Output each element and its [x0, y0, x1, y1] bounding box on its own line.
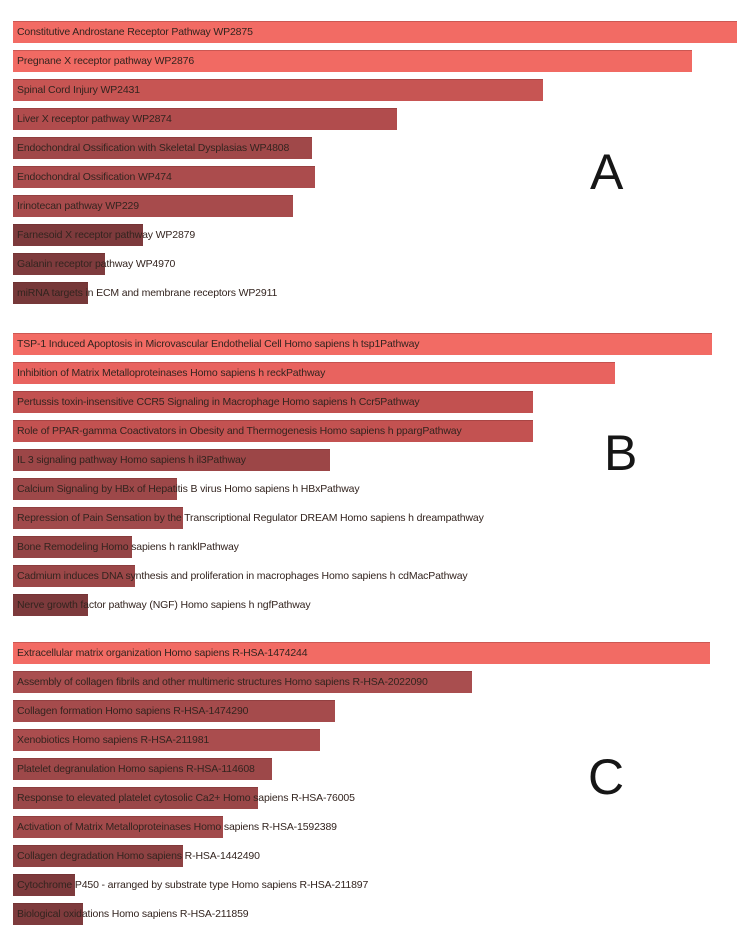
bar-row	[13, 333, 745, 355]
bar-row	[13, 195, 745, 217]
bar-row	[13, 845, 745, 867]
bar-row	[13, 362, 745, 384]
panel-a-bar-chart	[13, 21, 745, 304]
bar-row	[13, 787, 745, 809]
pathway-label: Assembly of collagen fibrils and other multimeric structures Homo sapiens R-HSA-2022090	[17, 676, 428, 688]
pathway-label: Irinotecan pathway WP229	[17, 200, 139, 212]
pathway-label: Repression of Pain Sensation by the Transcriptional Regulator DREAM Homo sapiens h dreampathway	[17, 512, 484, 524]
pathway-label: Xenobiotics Homo sapiens R-HSA-211981	[17, 734, 210, 746]
bar-row	[13, 391, 745, 413]
pathway-label: Endochondral Ossification WP474	[17, 171, 172, 183]
pathway-label: Cadmium induces DNA synthesis and proliferation in macrophages Homo sapiens h cdMacPathway	[17, 570, 468, 582]
panel-a-letter: A	[590, 144, 624, 200]
bar-row	[13, 565, 745, 587]
bar-row	[13, 507, 745, 529]
panel-b-letter: B	[604, 425, 638, 481]
pathway-label: Calcium Signaling by HBx of Hepatitis B virus Homo sapiens h HBxPathway	[17, 483, 360, 495]
pathway-label: Response to elevated platelet cytosolic Ca2+ Homo sapiens R-HSA-76005	[17, 792, 355, 804]
pathway-label: IL 3 signaling pathway Homo sapiens h il3Pathway	[17, 454, 246, 466]
bar-row	[13, 536, 745, 558]
pathway-label: Constitutive Androstane Receptor Pathway WP2875	[17, 26, 253, 38]
pathway-label: Activation of Matrix Metalloproteinases Homo sapiens R-HSA-1592389	[17, 821, 337, 833]
bar-row	[13, 874, 745, 896]
bar-row	[13, 166, 745, 188]
bar-row	[13, 729, 745, 751]
pathway-label: Inhibition of Matrix Metalloproteinases Homo sapiens h reckPathway	[17, 367, 326, 379]
pathway-label: Pertussis toxin-insensitive CCR5 Signaling in Macrophage Homo sapiens h Ccr5Pathway	[17, 396, 420, 408]
pathway-label: Farnesoid X receptor pathway WP2879	[17, 229, 196, 241]
bar-row	[13, 478, 745, 500]
bar-row	[13, 700, 745, 722]
pathway-label: Extracellular matrix organization Homo sapiens R-HSA-1474244	[17, 647, 308, 659]
pathway-label: Cytochrome P450 - arranged by substrate type Homo sapiens R-HSA-211897	[17, 879, 369, 891]
pathway-label: Platelet degranulation Homo sapiens R-HSA-114608	[17, 763, 255, 775]
panel-c-bar-chart	[13, 642, 745, 925]
bar-row	[13, 758, 745, 780]
bar-row	[13, 108, 745, 130]
bar-row	[13, 903, 745, 925]
pathway-label: Bone Remodeling Homo sapiens h ranklPathway	[17, 541, 239, 553]
pathway-label: Spinal Cord Injury WP2431	[17, 84, 140, 96]
bar-row	[13, 642, 745, 664]
pathway-label: Endochondral Ossification with Skeletal Dysplasias WP4808	[17, 142, 290, 154]
pathway-label: Nerve growth factor pathway (NGF) Homo sapiens h ngfPathway	[17, 599, 311, 611]
pathway-label: Liver X receptor pathway WP2874	[17, 113, 172, 125]
pathway-label: Biological oxidations Homo sapiens R-HSA-211859	[17, 908, 249, 920]
bar-row	[13, 594, 745, 616]
panel-c-letter: C	[588, 749, 625, 805]
pathway-label: TSP-1 Induced Apoptosis in Microvascular Endothelial Cell Homo sapiens h tsp1Pathway	[17, 338, 420, 350]
bar-row	[13, 816, 745, 838]
bar-row	[13, 79, 745, 101]
bar-row	[13, 224, 745, 246]
bar-row	[13, 282, 745, 304]
bar-row	[13, 50, 745, 72]
pathway-label: Collagen degradation Homo sapiens R-HSA-1442490	[17, 850, 260, 862]
bar-row	[13, 253, 745, 275]
bar-row	[13, 137, 745, 159]
pathway-label: Pregnane X receptor pathway WP2876	[17, 55, 195, 67]
bar-row	[13, 671, 745, 693]
pathway-label: Collagen formation Homo sapiens R-HSA-1474290	[17, 705, 249, 717]
pathway-label: Role of PPAR-gamma Coactivators in Obesity and Thermogenesis Homo sapiens h ppargPathway	[17, 425, 462, 437]
pathway-label: miRNA targets in ECM and membrane receptors WP2911	[17, 287, 278, 299]
bar-row	[13, 21, 745, 43]
pathway-label: Galanin receptor pathway WP4970	[17, 258, 176, 270]
